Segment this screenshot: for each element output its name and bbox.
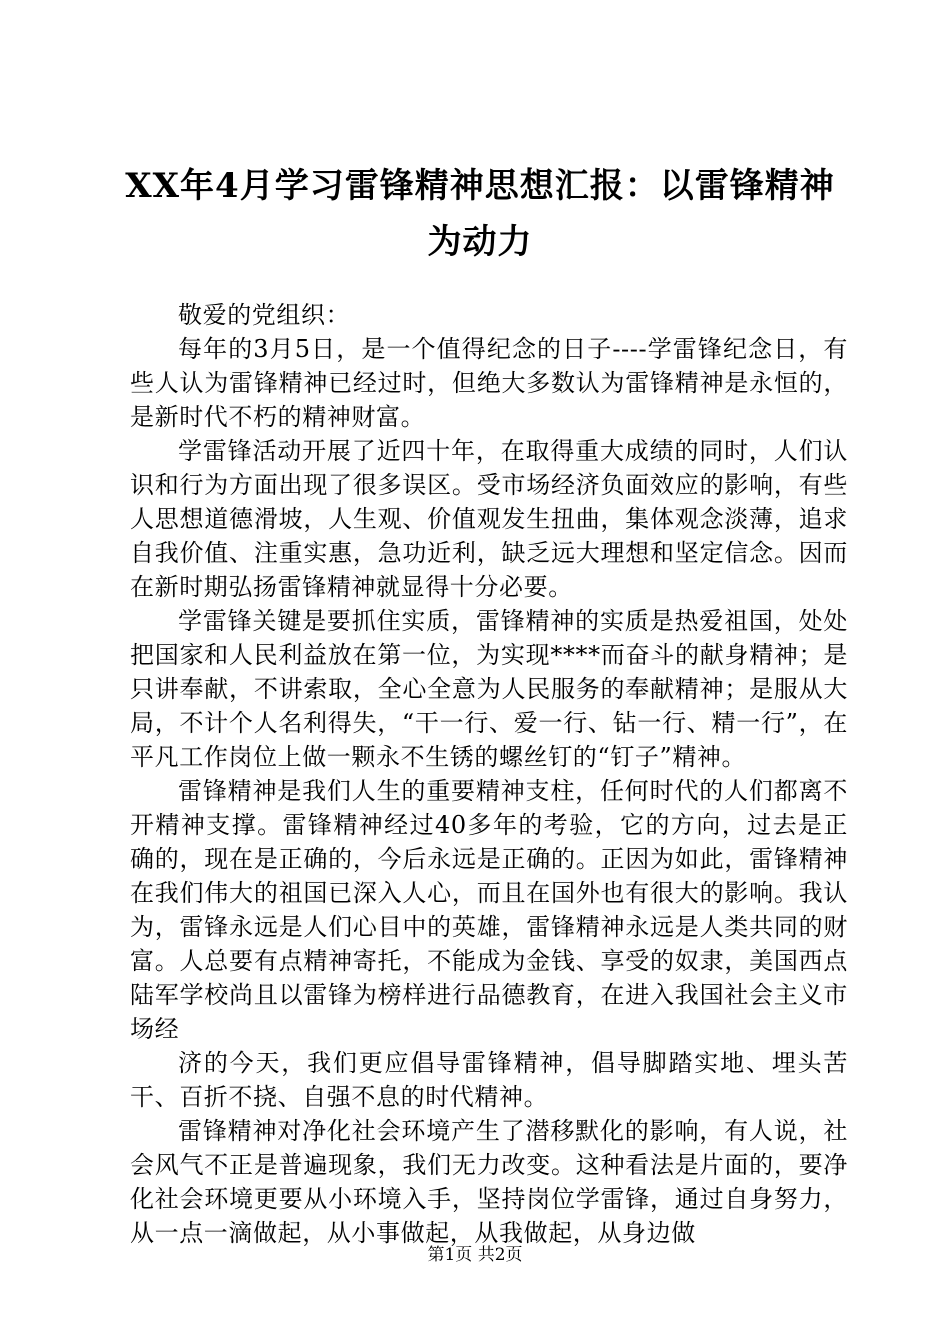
paragraph-1: 每年的3月5日，是一个值得纪念的日子----学雷锋纪念日，有些人认为雷锋精神已经过时，但绝大多数认为雷锋精神是永恒的，是新时代不朽的精神财富。: [130, 335, 848, 431]
paragraph-5: 济的今天，我们更应倡导雷锋精神，倡导脚踏实地、埋头苦干、百折不挠、自强不息的时代精神。: [130, 1049, 848, 1111]
document-body: [130, 298, 848, 1250]
paragraph-6: 雷锋精神对净化社会环境产生了潜移默化的影响，有人说，社会风气不正是普遍现象，我们无力改变。这种看法是片面的，要净化社会环境更要从小环境入手，坚持岗位学雷锋，通过自身努力，从一点一滴做起，从小事做起，从我做起，从身边做: [130, 1117, 848, 1247]
document-title: XX年4月学习雷锋精神思想汇报：以雷锋精神为动力: [125, 166, 835, 262]
salutation: 敬爱的党组织：: [178, 301, 351, 329]
paragraph-2: 学雷锋活动开展了近四十年，在取得重大成绩的同时，人们认识和行为方面出现了很多误区。受市场经济负面效应的影响，有些人思想道德滑坡，人生观、价值观发生扭曲，集体观念淡薄，追求自我价值、注重实惠，急功近利，缺乏远大理想和坚定信念。因而在新时期弘扬雷锋精神就显得十分必要。: [130, 437, 848, 601]
paragraph-4: 雷锋精神是我们人生的重要精神支柱，任何时代的人们都离不开精神支撑。雷锋精神经过40多年的考验，它的方向，过去是正确的，现在是正确的，今后永远是正确的。正因为如此，雷锋精神在我们伟大的祖国已深入人心，而且在国外也有很大的影响。我认为，雷锋永远是人们心目中的英雄，雷锋精神永远是人类共同的财富。人总要有点精神寄托，不能成为金钱、享受的奴隶，美国西点陆军学校尚且以雷锋为榜样进行品德教育，在进入我国社会主义市场经: [130, 777, 848, 1043]
paragraph-3: 学雷锋关键是要抓住实质，雷锋精神的实质是热爱祖国，处处把国家和人民利益放在第一位，为实现****而奋斗的献身精神；是只讲奉献，不讲索取，全心全意为人民服务的奉献精神；是服从大局，不计个人名利得失，“干一行、爱一行、钻一行、精一行”，在平凡工作岗位上做一颗永不生锈的螺丝钉的“钉子”精神。: [130, 607, 848, 771]
page-footer: 第1页 共2页: [427, 1245, 523, 1265]
